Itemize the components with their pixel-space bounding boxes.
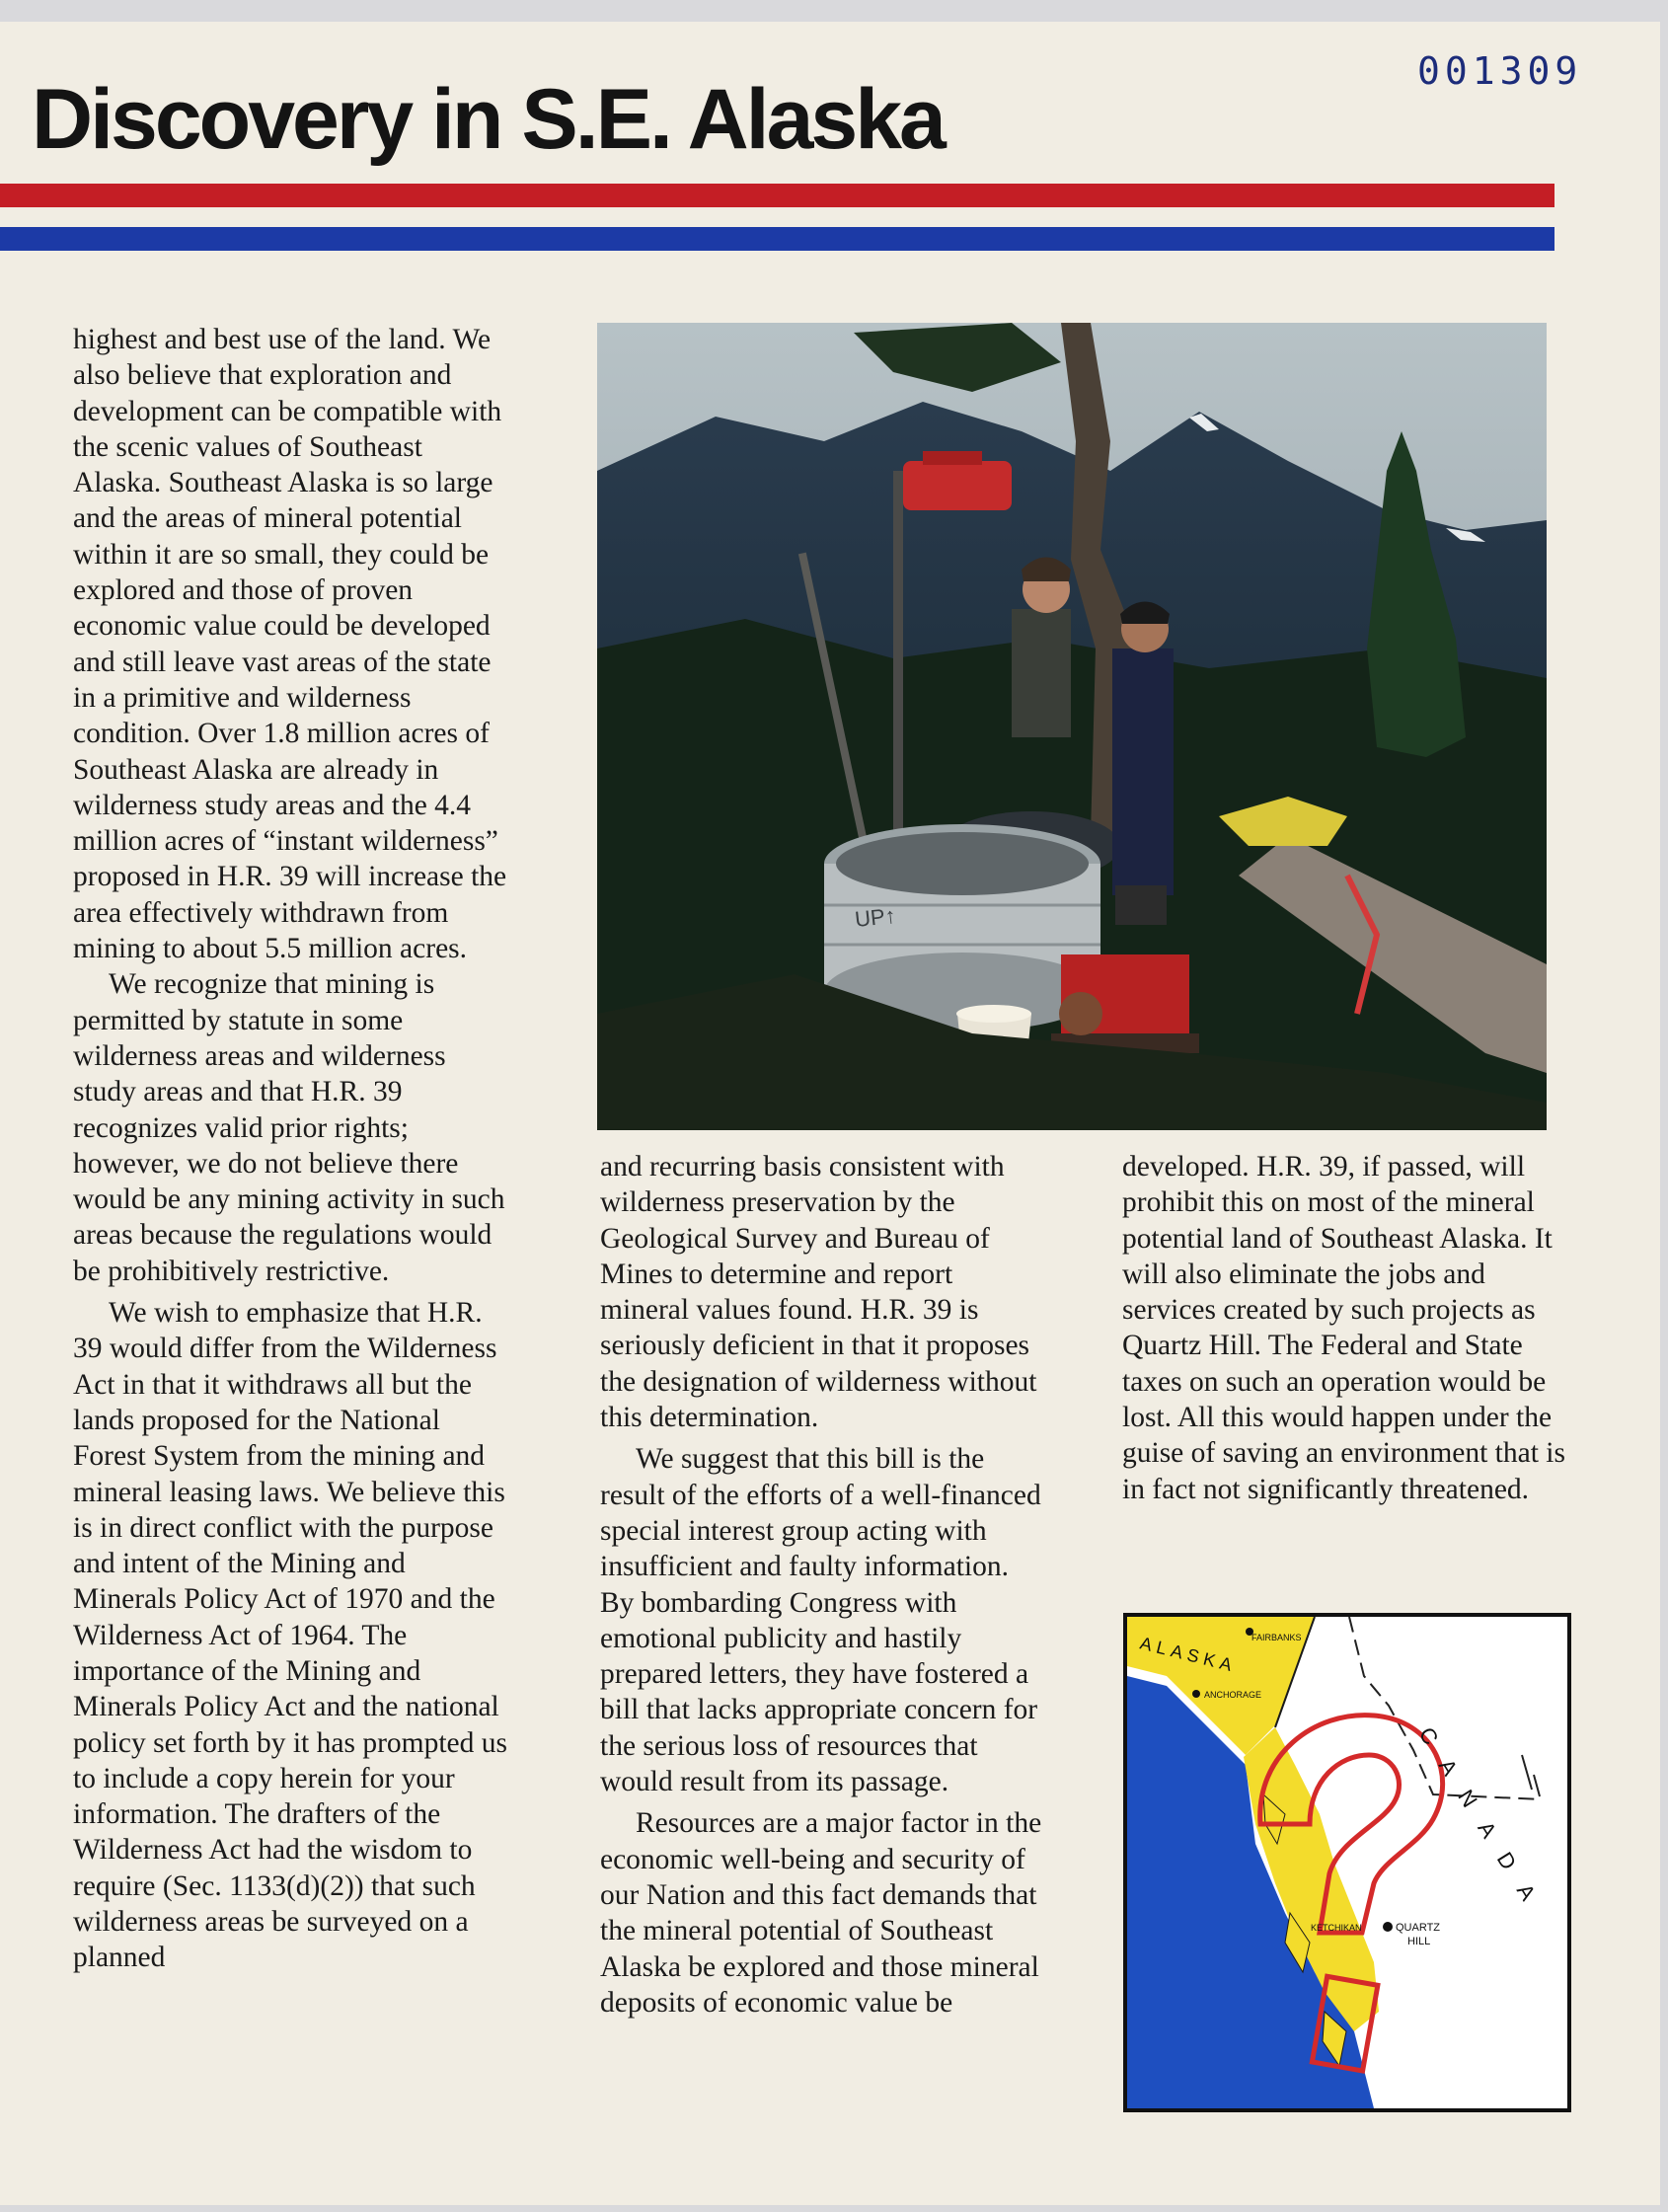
map-canada-label: CANADA: [1413, 1722, 1553, 1924]
drilling-photo: [597, 323, 1547, 1130]
text-column-3: [1122, 1149, 1566, 1507]
column2-paragraph-1: and recurring basis consistent with wilderness preservation by the Geological Survey and Bureau of Mines to determine and report mineral values found. H.R. 39 is seriously deficient in that it proposes the designation of wilderness without this determination.: [600, 1151, 1037, 1434]
photo-drill-mast: [893, 471, 903, 885]
map-alaska-label: ALASKA: [1138, 1633, 1239, 1677]
column1-paragraph-1: highest and best use of the land. We also believe that exploration and development can be compatible with the scenic values of Southeast Alaska. Southeast Alaska is so large and the areas of mineral potential within it are so small, they could be explored and those of proven economic value could be developed and still leave vast areas of the state in a primitive and wilderness condition. Over 1.8 million acres of Southeast Alaska are already in wilderness study areas and the 4.4 million acres of “instant wilderness” proposed in H.R. 39 will increase the area effectively withdrawn from mining to about 5.5 million acres.: [73, 324, 507, 965]
text-column-1: [73, 322, 507, 1976]
map-fairbanks-label: FAIRBANKS: [1251, 1633, 1302, 1642]
blue-stripe: [0, 227, 1554, 251]
map-hill-label: HILL: [1407, 1936, 1431, 1947]
column2-paragraph-3: Resources are a major factor in the economic well-being and security of our Nation and this fact demands that the mineral potential of Southeast Alaska be explored and those mineral deposits of economic value be: [600, 1807, 1042, 2019]
map-anchorage-label: ANCHORAGE: [1204, 1690, 1262, 1700]
text-column-2: [600, 1149, 1044, 2021]
photo-pump-engine: [1051, 954, 1199, 1053]
column1-paragraph-3: We wish to emphasize that H.R. 39 would differ from the Wilderness Act in that it withdraws all but the lands proposed for the National Forest System from the mining and mineral leasing laws. We believe this is in direct conflict with the purpose and intent of the Mining and Minerals Policy Act of 1970 and the Wilderness Act of 1964. The importance of the Mining and Minerals Policy Act and the national policy set forth by it has prompted us to include a copy herein for your information. The drafters of the Wilderness Act had the wisdom to require (Sec. 1133(d)(2)) that such wilderness areas be surveyed on a planned: [73, 1297, 507, 1974]
map-anchorage-dot: [1192, 1690, 1200, 1698]
map-quartz-hill-dot: [1383, 1922, 1393, 1932]
page-title: Discovery in S.E. Alaska: [32, 72, 944, 167]
photo-red-tank: [903, 461, 1012, 510]
map-ketchikan-label: KETCHIKAN: [1311, 1923, 1362, 1933]
column3-paragraph-1: developed. H.R. 39, if passed, will prohibit this on most of the mineral potential land of Southeast Alaska. It will also eliminate the jobs and services created by such projects as Quartz Hill. The Federal and State taxes on such an operation would be lost. All this would happen under the guise of saving an environment that is in fact not significantly threatened.: [1122, 1151, 1565, 1505]
photo-drum-text: UP↑: [853, 902, 897, 932]
southeast-alaska-map: [1123, 1613, 1571, 2112]
red-stripe: [0, 184, 1554, 207]
column1-paragraph-2: We recognize that mining is permitted by statute in some wilderness areas and wilderness study areas and that H.R. 39 recognizes valid prior rights; however, we do not believe there would be any mining activity in such areas because the regulations would be prohibitively restrictive.: [73, 968, 505, 1287]
column2-paragraph-2: We suggest that this bill is the result of the efforts of a well-financed special interest group acting with insufficient and faulty information. By bombarding Congress with emotional publicity and hastily prepared letters, they have fostered a bill that lacks appropriate concern for the serious loss of resources that would result from its passage.: [600, 1443, 1041, 1798]
map-quartz-label: QUARTZ: [1396, 1922, 1441, 1934]
document-number: 001309: [1417, 49, 1583, 93]
